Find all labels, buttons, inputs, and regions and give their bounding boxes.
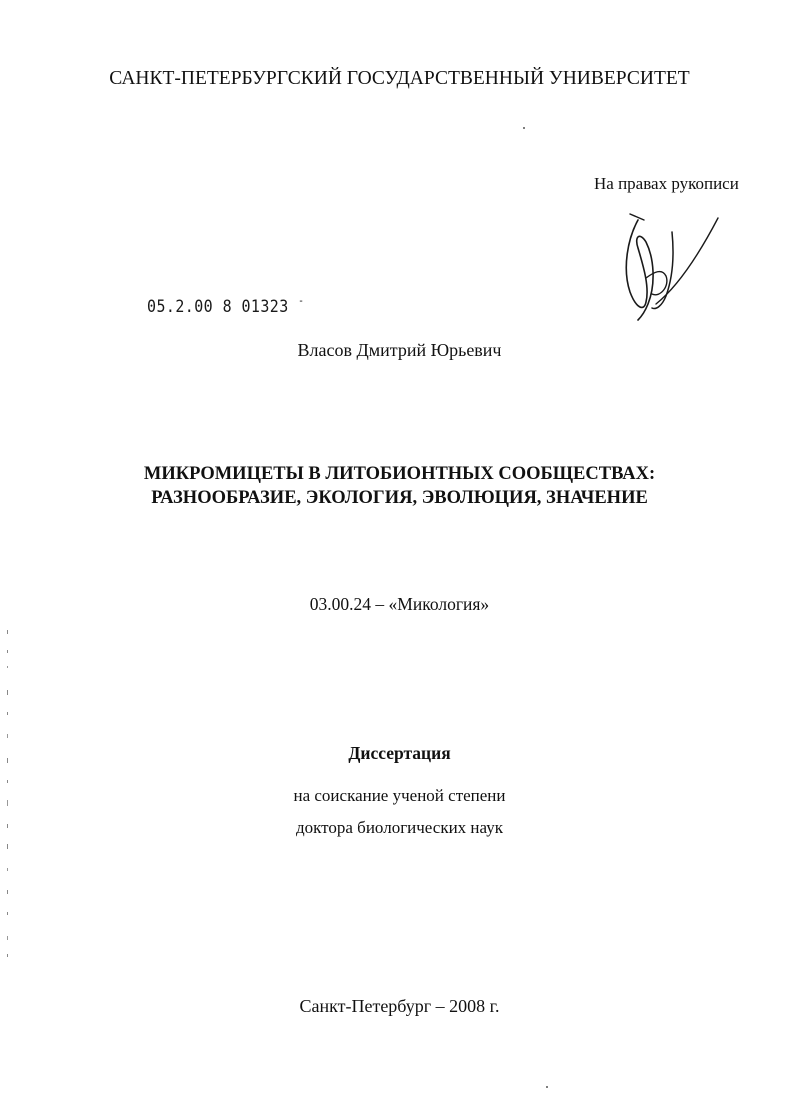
scan-speck <box>546 1086 548 1088</box>
title-line-2: РАЗНООБРАЗИЕ, ЭКОЛОГИЯ, ЭВОЛЮЦИЯ, ЗНАЧЕНИЕ <box>151 488 648 508</box>
city-year: Санкт-Петербург – 2008 г. <box>299 996 500 1016</box>
handwritten-signature-icon <box>616 208 726 324</box>
university-name: САНКТ-ПЕТЕРБУРГСКИЙ ГОСУДАРСТВЕННЫЙ УНИВЕРСИТЕТ <box>109 68 690 89</box>
scan-margin-marks <box>6 630 10 960</box>
author-name: Власов Дмитрий Юрьевич <box>297 340 502 360</box>
registration-stamp <box>147 294 305 317</box>
registration-stamp-number: 05.2.00 8 01323 <box>147 297 289 317</box>
manuscript-rights-note: На правах рукописи <box>594 174 739 193</box>
specialty-code: 03.00.24 – «Микология» <box>309 594 490 614</box>
degree-line-2: доктора биологических наук <box>296 818 503 837</box>
dissertation-title <box>0 462 799 510</box>
scan-speck <box>523 127 525 129</box>
degree-line-1: на соискание ученой степени <box>293 786 506 805</box>
title-line-1: МИКРОМИЦЕТЫ В ЛИТОБИОНТНЫХ СООБЩЕСТВАХ: <box>143 464 656 484</box>
stamp-dash-mark: - <box>298 294 305 307</box>
document-type: Диссертация <box>348 743 451 763</box>
